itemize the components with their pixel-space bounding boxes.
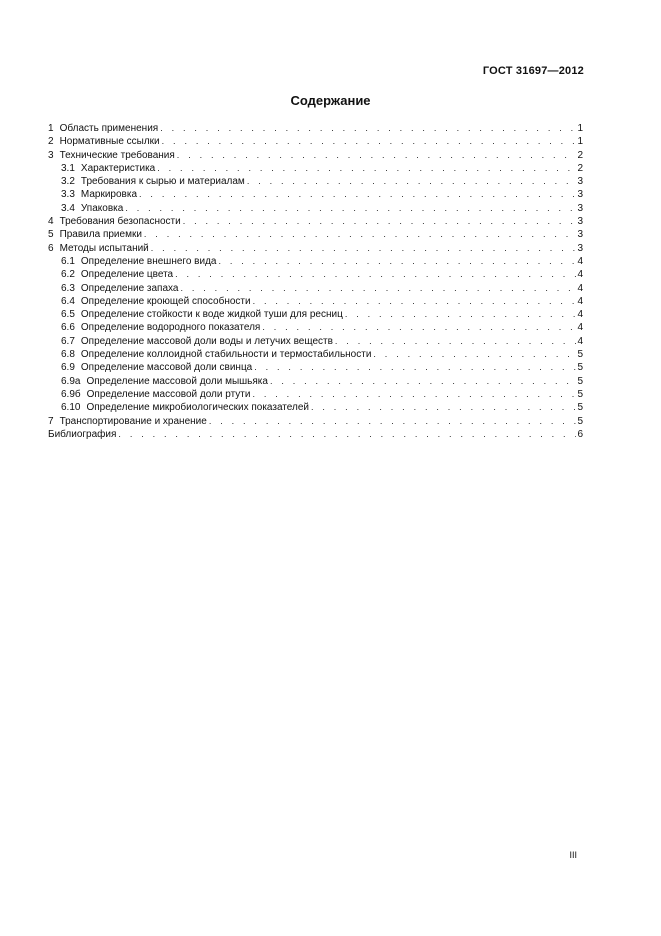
toc-entry — [48, 228, 583, 241]
toc-entry-label: Библиография — [48, 428, 117, 440]
toc-entry — [48, 415, 583, 428]
toc-entry-label: Определение коллоидной стабильности и термостабильности — [80, 349, 372, 361]
toc-entry-label: Область применения — [59, 123, 159, 134]
toc-entry-page: 3 — [577, 229, 583, 241]
toc-entry-page: 5 — [577, 362, 583, 374]
toc-entry-page: 3 — [577, 216, 583, 228]
toc-entry-page: 3 — [577, 189, 583, 201]
toc-entry-number: 6.9 — [61, 362, 75, 374]
toc-leader-dots — [125, 202, 576, 215]
toc-entry-page: 5 — [577, 388, 583, 400]
toc-entry-page: 1 — [577, 123, 583, 134]
toc-entry-number: 6 — [48, 242, 54, 254]
toc-entry-label: Требования безопасности — [59, 216, 181, 228]
toc-entry-number: 7 — [48, 415, 54, 427]
toc-entry — [48, 348, 583, 361]
toc-leader-dots — [373, 348, 576, 361]
toc-leader-dots — [262, 321, 576, 334]
toc-entry-label: Технические требования — [59, 149, 175, 161]
page-number: III — [569, 850, 577, 860]
toc-leader-dots — [151, 242, 577, 255]
toc-entry-number: 6.3 — [61, 282, 75, 294]
toc-entry-label: Требования к сырью и материалам — [80, 176, 245, 188]
toc-entry-label: Определение массовой доли свинца — [80, 362, 253, 374]
toc-entry-page: 4 — [577, 335, 583, 347]
toc-entry-page: 3 — [577, 176, 583, 188]
toc-entry — [48, 122, 583, 135]
toc-entry-page: 5 — [577, 375, 583, 387]
toc-entry-page: 4 — [577, 255, 583, 267]
toc-leader-dots — [139, 188, 576, 201]
toc-entry — [48, 375, 583, 388]
toc-entry-page: 4 — [577, 309, 583, 321]
toc-entry-number: 3.1 — [61, 162, 75, 174]
toc-entry — [48, 282, 583, 295]
toc-entry — [48, 268, 583, 281]
toc-entry-number: 5 — [48, 229, 54, 241]
toc-entry-label: Определение кроющей способности — [80, 295, 251, 307]
toc-entry-label: Методы испытаний — [59, 242, 149, 254]
toc-entry-page: 4 — [577, 282, 583, 294]
toc-leader-dots — [175, 268, 576, 281]
toc-entry-number: 3.2 — [61, 176, 75, 188]
toc-entry-label: Упаковка — [80, 202, 124, 214]
toc-entry-page: 1 — [577, 136, 583, 148]
toc-leader-dots — [253, 295, 577, 308]
toc-entry-number: 1 — [48, 123, 54, 134]
toc-leader-dots — [162, 135, 577, 148]
toc-leader-dots — [345, 308, 577, 321]
table-of-contents — [48, 122, 583, 441]
toc-leader-dots — [157, 162, 576, 175]
toc-entry — [48, 401, 583, 414]
toc-entry — [48, 215, 583, 228]
toc-entry-page: 3 — [577, 202, 583, 214]
toc-entry-label: Транспортирование и хранение — [59, 415, 207, 427]
toc-entry-page: 2 — [577, 162, 583, 174]
toc-leader-dots — [218, 255, 576, 268]
toc-leader-dots — [335, 335, 577, 348]
toc-entry — [48, 335, 583, 348]
toc-leader-dots — [254, 361, 576, 374]
toc-entry — [48, 162, 583, 175]
toc-entry-page: 5 — [577, 402, 583, 414]
toc-leader-dots — [247, 175, 577, 188]
toc-entry — [48, 135, 583, 148]
toc-entry — [48, 202, 583, 215]
toc-entry-number: 6.4 — [61, 295, 75, 307]
toc-entry — [48, 308, 583, 321]
toc-entry-number: 6.7 — [61, 335, 75, 347]
toc-entry-number: 6.5 — [61, 309, 75, 321]
toc-entry-page: 5 — [577, 415, 583, 427]
toc-leader-dots — [160, 122, 576, 135]
toc-entry-number: 3.3 — [61, 189, 75, 201]
toc-entry-label: Определение микробиологических показателей — [86, 402, 309, 414]
toc-entry — [48, 188, 583, 201]
toc-entry-number: 2 — [48, 136, 54, 148]
toc-entry-label: Определение внешнего вида — [80, 255, 217, 267]
toc-leader-dots — [144, 228, 577, 241]
toc-leader-dots — [252, 388, 576, 401]
toc-entry-number: 6.6 — [61, 322, 75, 334]
toc-entry — [48, 361, 583, 374]
toc-entry-page: 4 — [577, 295, 583, 307]
toc-entry-label: Характеристика — [80, 162, 156, 174]
toc-entry-label: Правила приемки — [59, 229, 142, 241]
toc-entry-label: Маркировка — [80, 189, 138, 201]
toc-entry — [48, 149, 583, 162]
toc-entry-page: 5 — [577, 349, 583, 361]
toc-entry-page: 2 — [577, 149, 583, 161]
toc-entry-label: Определение массовой доли воды и летучих веществ — [80, 335, 333, 347]
toc-leader-dots — [209, 415, 577, 428]
toc-entry-number: 6.1 — [61, 255, 75, 267]
toc-entry-number: 6.9б — [61, 388, 81, 400]
toc-entry — [48, 175, 583, 188]
toc-entry-label: Определение массовой доли ртути — [86, 388, 251, 400]
toc-entry-number: 3 — [48, 149, 54, 161]
toc-leader-dots — [177, 149, 577, 162]
toc-entry-label: Определение запаха — [80, 282, 179, 294]
toc-entry — [48, 428, 583, 441]
toc-entry — [48, 321, 583, 334]
toc-entry — [48, 255, 583, 268]
toc-leader-dots — [183, 215, 577, 228]
toc-entry — [48, 388, 583, 401]
toc-leader-dots — [270, 375, 576, 388]
toc-entry-number: 4 — [48, 216, 54, 228]
toc-entry-number: 6.9а — [61, 375, 81, 387]
toc-entry — [48, 242, 583, 255]
toc-entry-page: 4 — [577, 322, 583, 334]
toc-entry-number: 6.8 — [61, 349, 75, 361]
toc-entry-label: Определение водородного показателя — [80, 322, 261, 334]
toc-entry-number: 6.2 — [61, 269, 75, 281]
document-code: ГОСТ 31697—2012 — [482, 65, 584, 77]
toc-title: Содержание — [290, 93, 371, 108]
toc-entry-label: Определение массовой доли мышьяка — [86, 375, 268, 387]
toc-entry-page: 4 — [577, 269, 583, 281]
toc-entry-number: 6.10 — [61, 402, 81, 414]
toc-entry-label: Определение стойкости к воде жидкой туши для ресниц — [80, 309, 343, 321]
toc-leader-dots — [180, 282, 576, 295]
toc-entry-label: Определение цвета — [80, 269, 174, 281]
toc-entry-number: 3.4 — [61, 202, 75, 214]
toc-leader-dots — [118, 428, 576, 441]
toc-entry-page: 3 — [577, 242, 583, 254]
toc-entry-label: Нормативные ссылки — [59, 136, 160, 148]
toc-entry — [48, 295, 583, 308]
toc-leader-dots — [311, 401, 576, 414]
toc-entry-page: 6 — [577, 428, 583, 440]
